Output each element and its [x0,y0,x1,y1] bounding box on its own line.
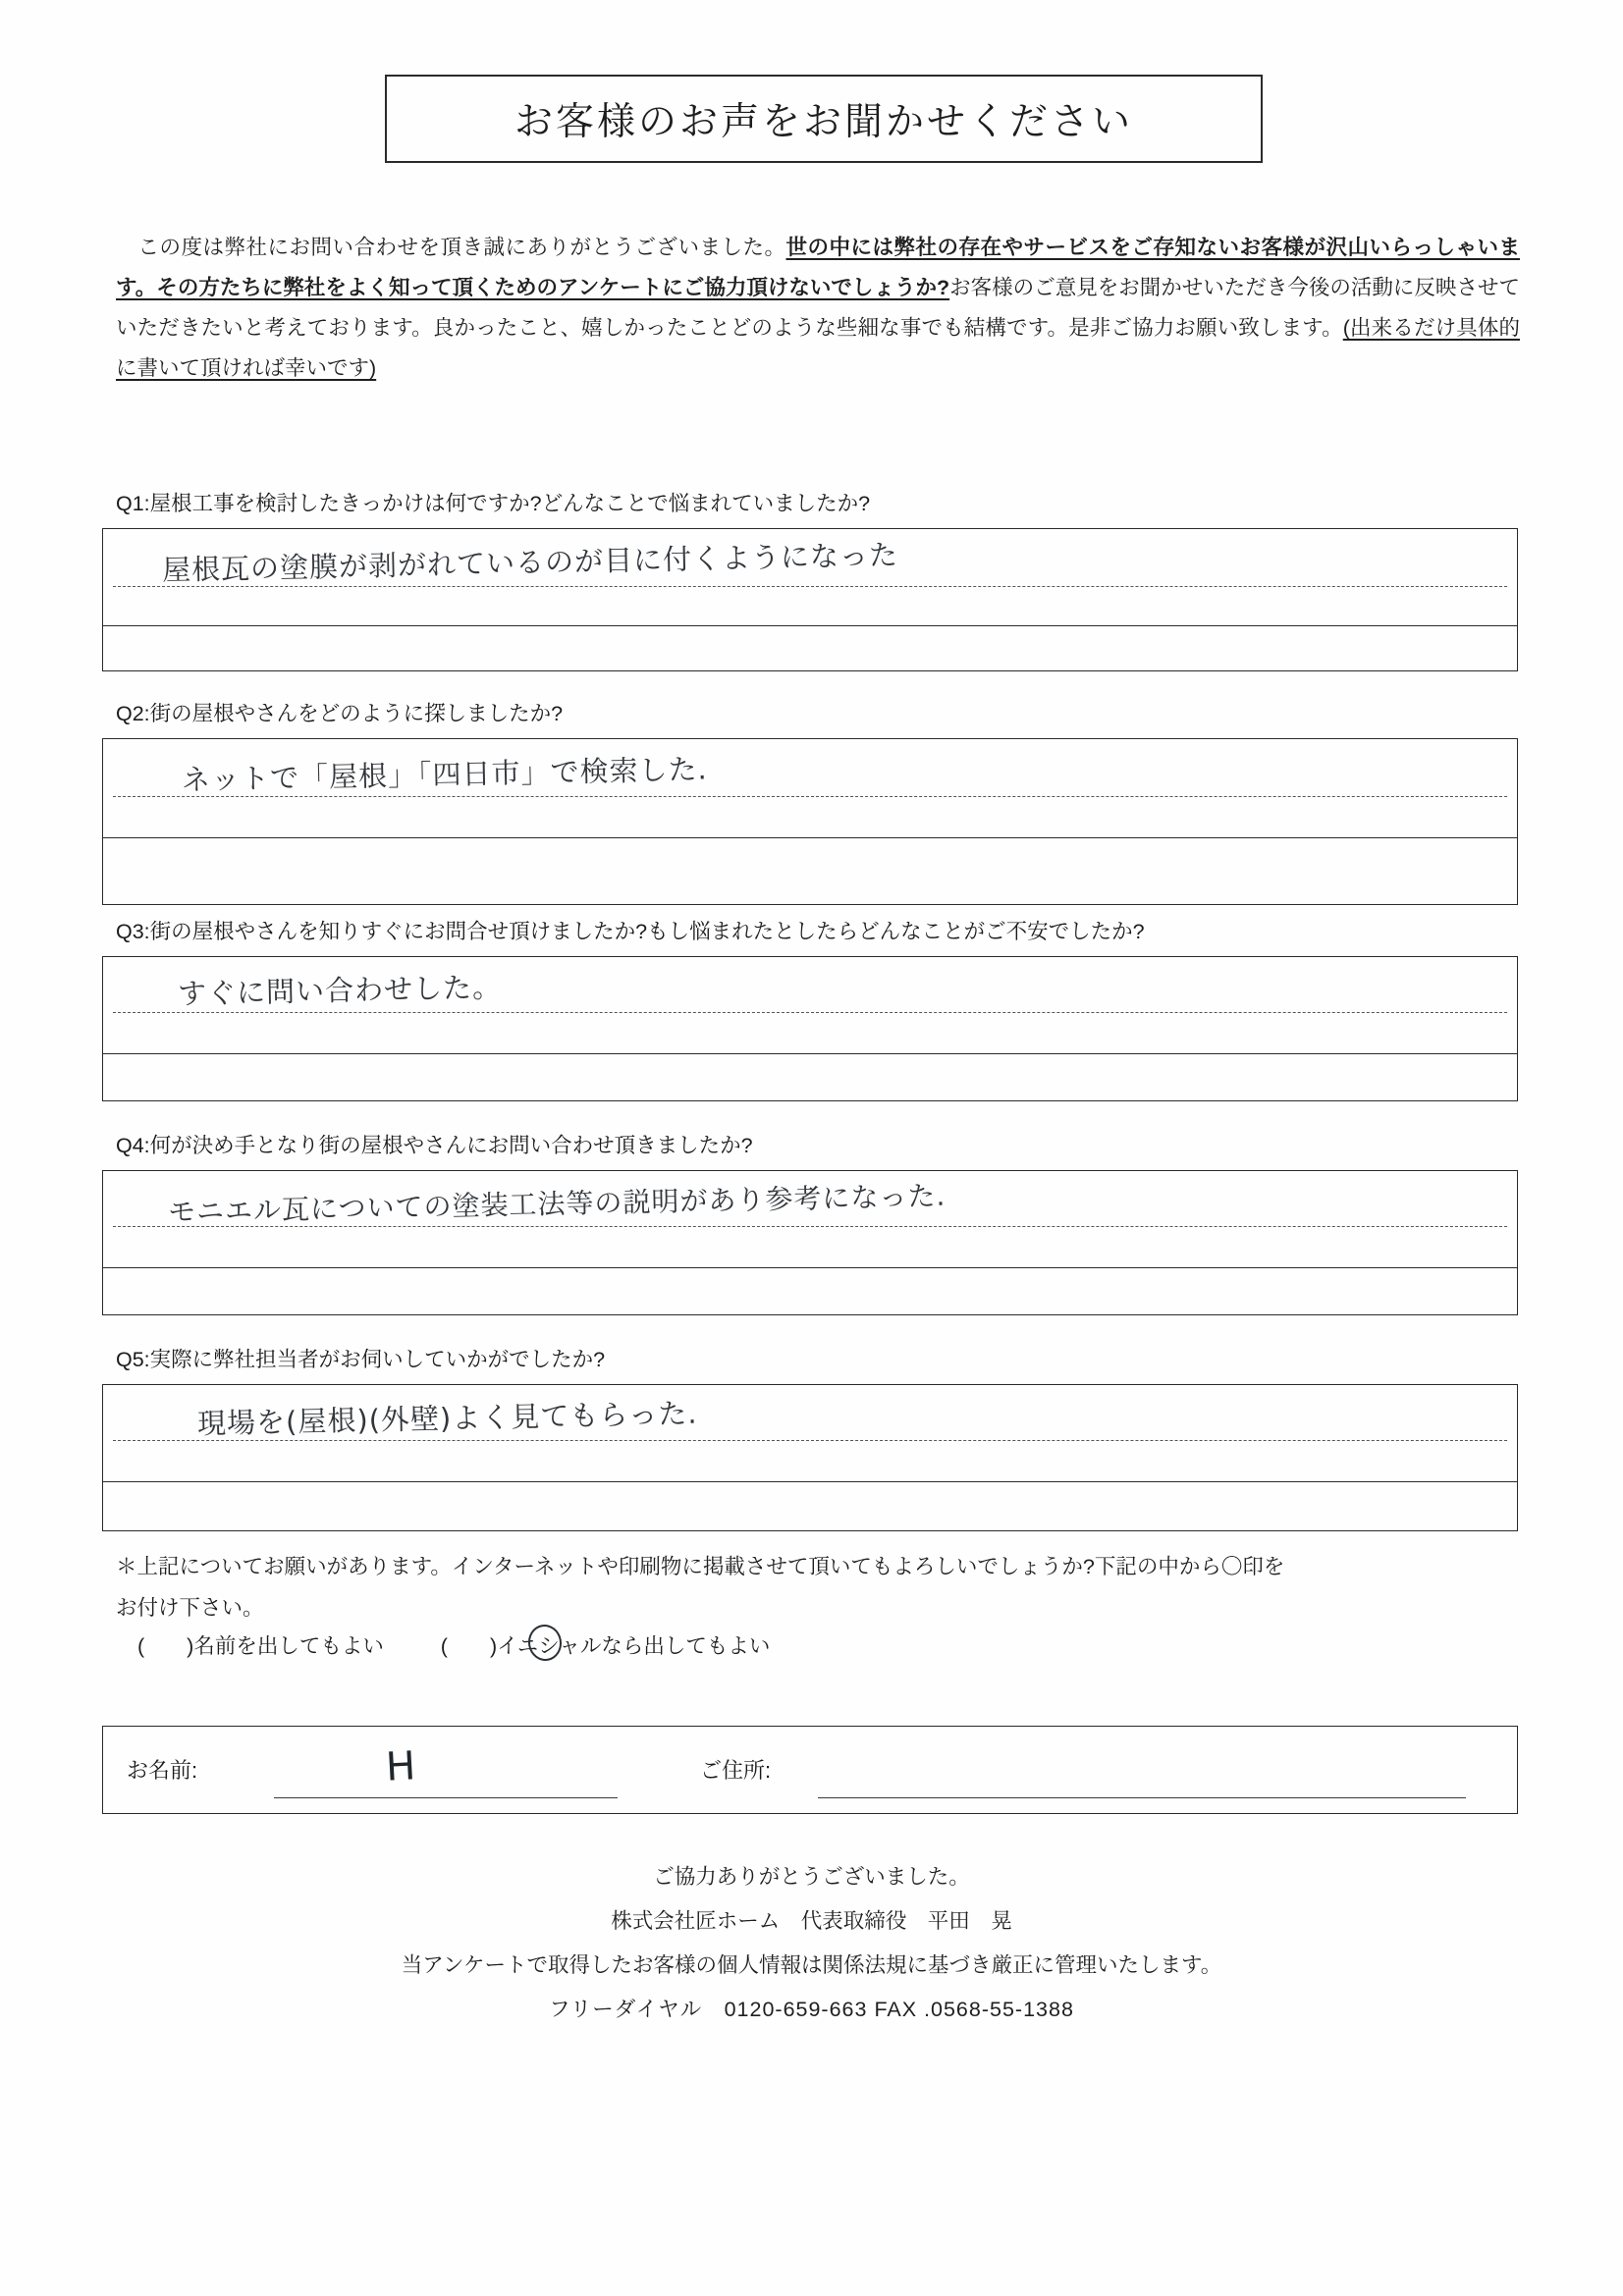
permission-note-line1: ＊上記についてお願いがあります。インターネットや印刷物に掲載させて頂いてもよろしいでしょうか?下記の中から〇印を [116,1555,1285,1578]
permission-note [116,1546,1520,1629]
intro-line4-plain: 事でも結構です。是非ご協力お願い致します。 [899,316,1343,340]
consent-option-name[interactable]: ( )名前を出してもよい [137,1634,384,1658]
name-field-underline [274,1797,618,1798]
question-label-q4: Q4:何が決め手となり街の屋根やさんにお問い合わせ頂きましたか? [116,1134,753,1157]
intro-line3-plain: をお聞かせいただき今後の活動に反映させていただきたいと考えております。良かったこと、嬉しかったことどのような些細な [116,276,1520,340]
footer-contact: フリーダイヤル 0120-659-663 FAX .0568-55-1388 [549,1998,1074,2021]
question-label-q3: Q3:街の屋根やさんを知りすぐにお問合せ頂けましたか?もし悩まれたとしたらどんなことがご不安でしたか? [116,920,1145,943]
handwriting-answer-q4: モニエル瓦についての塗装工法等の説明があり参考になった. [167,1179,947,1229]
name-field-value: H [384,1743,417,1790]
intro-line1-plain: この度は弊社にお問い合わせを頂き誠にありがとうございました。 [137,236,786,259]
answer-rule [113,586,1507,587]
handwriting-answer-q2: ネットで「屋根」「四日市」で検索した. [181,752,709,797]
answer-rule [103,1481,1517,1482]
intro-paragraph [116,228,1520,389]
answer-rule [113,796,1507,797]
footer [0,1855,1623,2032]
question-label-q2: Q2:街の屋根やさんをどのように探しましたか? [116,702,564,725]
intro-line4-underline: (出来るだけ具体的に書いて頂ければ幸いです) [116,316,1520,380]
permission-note-line2: お付け下さい。 [116,1596,264,1620]
answer-box-q5[interactable] [102,1384,1518,1531]
intro-line2-plain: お客様のご意見 [949,276,1098,299]
answer-rule [103,625,1517,626]
handwriting-answer-q1: 屋根瓦の塗膜が剥がれているのが目に付くようになった [161,538,899,587]
question-label-q5: Q5:実際に弊社担当者がお伺いしていかがでしたか? [116,1348,606,1371]
footer-thanks: ご協力ありがとうございました。 [653,1865,970,1889]
handwriting-answer-q3: すぐに問い合わせした。 [177,970,503,1011]
footer-company: 株式会社匠ホーム 代表取締役 平田 晃 [611,1909,1012,1933]
answer-box-q2[interactable] [102,738,1518,905]
question-label-q1: Q1:屋根工事を検討したきっかけは何ですか?どんなことで悩まれていましたか? [116,492,871,515]
footer-privacy: 当アンケートで取得したお客様の個人情報は関係法規に基づき厳正に管理いたします。 [401,1953,1222,1977]
answer-rule [103,837,1517,838]
respondent-info-box [102,1726,1518,1814]
answer-box-q1[interactable] [102,528,1518,671]
page-title-box [385,75,1263,163]
address-field-underline [818,1797,1466,1798]
consent-option-initial[interactable]: ( )イニシャルなら出してもよい [440,1634,771,1658]
intro-line2-emph: が沢山いらっしゃいます。その方たちに弊社をよく知って頂くためのアンケートにご協力頂けないでしょうか? [116,236,1520,299]
answer-rule [113,1440,1507,1441]
answer-rule [103,1267,1517,1268]
page-title: お客様のお声をお聞かせください [514,101,1133,143]
handwriting-answer-q5: 現場を(屋根)(外壁)よく見てもらった. [196,1396,698,1441]
name-field-label: お名前: [127,1758,198,1783]
address-field-label: ご住所: [700,1758,772,1783]
intro-line1-emph: 世の中には弊社の存在やサービスをご存知ないお客様 [785,236,1305,259]
answer-rule [103,1053,1517,1054]
consent-options [137,1629,770,1660]
answer-rule [113,1012,1507,1013]
answer-box-q4[interactable] [102,1170,1518,1315]
answer-box-q3[interactable] [102,956,1518,1101]
